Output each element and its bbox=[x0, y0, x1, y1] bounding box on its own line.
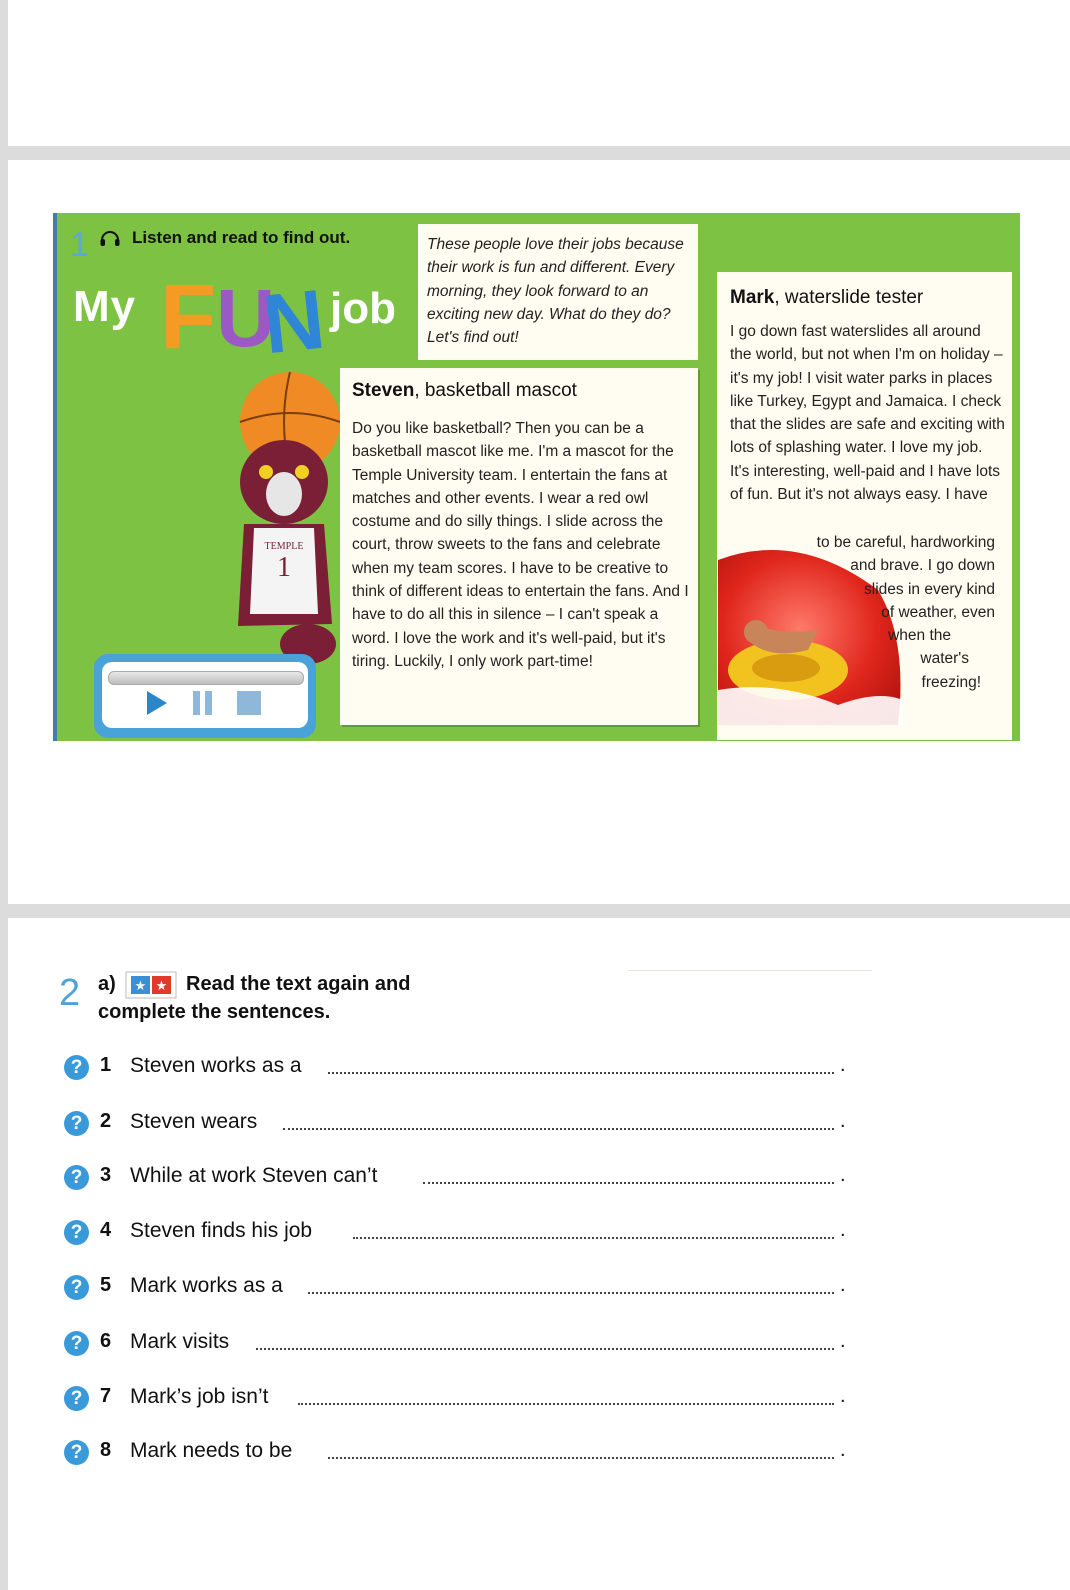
headphones-icon bbox=[98, 226, 122, 250]
title-fun-logo bbox=[160, 266, 330, 372]
question-row bbox=[64, 1218, 864, 1248]
steven-paragraph: Do you like basketball? Then you can be a basketball mascot like me. I'm a mascot for the Temple University team. I entertain the fans at matches and other events. I wear a red owl costume and do silly things. I slide across the court, throw sweets to the fans and celebrate when my team scores. I have to be creative to think of different ideas to entertain the fans. And I have to do all this in silence – I can't speak a word. I love the work and it's well-paid, but it's tiring. Luckily, I only work part-time! bbox=[352, 420, 689, 670]
svg-text:N: N bbox=[258, 271, 330, 372]
play-icon[interactable] bbox=[145, 689, 169, 717]
svg-text:F: F bbox=[160, 266, 217, 368]
question-number: 6 bbox=[100, 1330, 112, 1352]
mark-line: when the bbox=[888, 627, 951, 645]
mark-line: freezing! bbox=[921, 673, 981, 691]
question-period: . bbox=[840, 1385, 846, 1407]
question-text: Steven works as a bbox=[130, 1054, 302, 1077]
question-number: 7 bbox=[100, 1385, 112, 1407]
question-text: Mark works as a bbox=[130, 1274, 283, 1297]
answer-blank[interactable] bbox=[308, 1292, 834, 1294]
question-number: 3 bbox=[100, 1164, 112, 1186]
question-row bbox=[64, 1384, 864, 1414]
exercise2-instruction: Read the text again and bbox=[186, 973, 411, 995]
question-number: 4 bbox=[100, 1219, 112, 1241]
answer-blank[interactable] bbox=[423, 1182, 834, 1184]
question-text: Steven wears bbox=[130, 1110, 258, 1133]
mark-line: of weather, even bbox=[881, 603, 995, 621]
listen-instruction: Listen and read to find out. bbox=[132, 228, 351, 247]
question-period: . bbox=[840, 1054, 846, 1076]
svg-text:U: U bbox=[216, 273, 276, 364]
question-row bbox=[64, 1438, 864, 1468]
question-text: Steven finds his job bbox=[130, 1219, 313, 1242]
reading-badge-icon bbox=[126, 972, 176, 998]
question-number: 8 bbox=[100, 1439, 112, 1461]
question-period: . bbox=[840, 1330, 846, 1352]
exercise-number: 1 bbox=[70, 226, 89, 264]
question-period: . bbox=[840, 1110, 846, 1132]
divider-middle bbox=[0, 904, 1070, 918]
answer-blank[interactable] bbox=[353, 1237, 834, 1239]
svg-text:★: ★ bbox=[155, 979, 168, 994]
mark-line: to be careful, hardworking bbox=[816, 534, 995, 551]
answer-blank[interactable] bbox=[256, 1348, 834, 1350]
intro-text: These people love their jobs because their work is fun and different. Every morning, they look forward to an exciting new day. What do they do? Let's find out! bbox=[427, 236, 684, 347]
answer-blank[interactable] bbox=[328, 1072, 834, 1074]
mark-heading: Mark, waterslide tester bbox=[730, 287, 924, 308]
question-row bbox=[64, 1273, 864, 1303]
question-number: 1 bbox=[100, 1054, 112, 1076]
title-my: My bbox=[73, 282, 137, 331]
question-period: . bbox=[840, 1439, 846, 1461]
jersey-text: TEMPLE bbox=[264, 541, 304, 552]
question-mark-icon: ? bbox=[64, 1331, 89, 1356]
left-gutter bbox=[0, 0, 8, 1590]
question-text: Mark’s job isn’t bbox=[130, 1385, 269, 1408]
question-number: 2 bbox=[100, 1110, 112, 1132]
question-row bbox=[64, 1163, 864, 1193]
question-text: While at work Steven can’t bbox=[130, 1164, 378, 1187]
audio-progress-bar[interactable] bbox=[108, 671, 304, 685]
question-text: Mark visits bbox=[130, 1330, 230, 1353]
pause-icon[interactable] bbox=[190, 690, 216, 716]
exercise2-number: 2 bbox=[59, 972, 81, 1014]
question-text: Mark needs to be bbox=[130, 1439, 293, 1462]
question-mark-icon: ? bbox=[64, 1165, 89, 1190]
mark-line: and brave. I go down bbox=[850, 557, 995, 575]
answer-blank[interactable] bbox=[298, 1403, 834, 1405]
answer-blank[interactable] bbox=[328, 1457, 834, 1459]
question-mark-icon: ? bbox=[64, 1440, 89, 1465]
decorative-line bbox=[628, 970, 872, 971]
question-row bbox=[64, 1109, 864, 1139]
question-mark-icon: ? bbox=[64, 1275, 89, 1300]
mark-paragraph-top: I go down fast waterslides all around the world, but not when I'm on holiday – it's my job! I visit water parks in places like Turkey, Egypt and Jamaica. I check that the slides are safe and exciting with lots of splashing water. I love my job. It's interesting, well-paid and I have lots of fun. But it's not always easy. I have bbox=[730, 323, 1005, 504]
question-mark-icon: ? bbox=[64, 1386, 89, 1411]
question-mark-icon: ? bbox=[64, 1111, 89, 1136]
question-period: . bbox=[840, 1164, 846, 1186]
question-mark-icon: ? bbox=[64, 1220, 89, 1245]
question-period: . bbox=[840, 1274, 846, 1296]
jersey-number: 1 bbox=[277, 552, 291, 583]
divider-top bbox=[0, 146, 1070, 160]
title-job: job bbox=[330, 284, 396, 333]
mark-line: slides in every kind bbox=[864, 580, 995, 598]
mark-line: water's bbox=[920, 650, 969, 668]
exercise2-part: a) bbox=[98, 973, 116, 995]
stop-icon[interactable] bbox=[236, 690, 262, 716]
question-period: . bbox=[840, 1219, 846, 1241]
steven-heading: Steven, basketball mascot bbox=[352, 380, 577, 401]
exercise2-instruction-2: complete the sentences. bbox=[98, 1001, 331, 1023]
question-mark-icon: ? bbox=[64, 1055, 89, 1080]
svg-text:★: ★ bbox=[134, 979, 147, 994]
question-number: 5 bbox=[100, 1274, 112, 1296]
answer-blank[interactable] bbox=[283, 1128, 834, 1130]
owl-mascot-image bbox=[228, 364, 340, 664]
panel-edge bbox=[53, 213, 57, 741]
question-row bbox=[64, 1053, 864, 1083]
mark-paragraph-bottom bbox=[780, 531, 995, 694]
question-row bbox=[64, 1329, 864, 1359]
